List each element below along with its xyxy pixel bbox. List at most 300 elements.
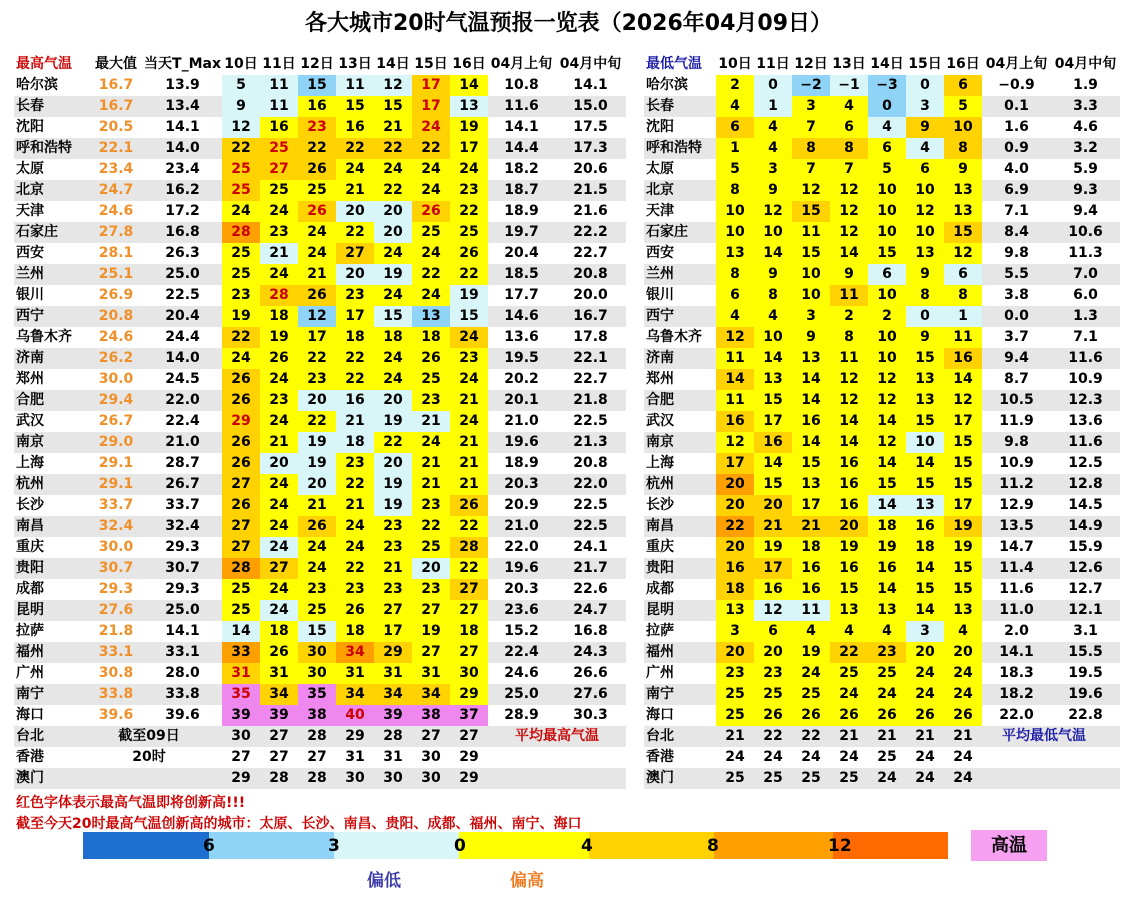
mid-april-avg: 16.8 (573, 623, 608, 639)
forecast-cell: 26 (412, 201, 450, 222)
forecast-cell: 4 (830, 96, 868, 117)
mid-april-avg: 20.8 (573, 455, 608, 471)
forecast-cell: 19 (374, 411, 412, 432)
forecast-cell: 3 (716, 621, 754, 642)
forecast-cell: 30 (231, 728, 251, 744)
forecast-cell: 15 (944, 453, 982, 474)
forecast-cell: 40 (336, 705, 374, 726)
max-value: 26.7 (98, 413, 134, 429)
mid-april-avg: 3.3 (1073, 98, 1098, 114)
forecast-cell: 25 (412, 369, 450, 390)
forecast-cell: 24 (222, 201, 260, 222)
forecast-cell: 10 (754, 222, 792, 243)
early-april-avg: 28.9 (504, 707, 539, 723)
forecast-cell: 0 (754, 75, 792, 96)
city-name: 西宁 (646, 308, 674, 324)
forecast-cell: 20 (716, 642, 754, 663)
forecast-cell: 15 (906, 411, 944, 432)
forecast-cell: 24 (953, 749, 973, 765)
forecast-cell: 4 (944, 621, 982, 642)
today-max: 14.0 (165, 350, 200, 366)
forecast-cell: 26 (222, 369, 260, 390)
column-header: 13日 (832, 56, 866, 72)
mid-april-avg: 21.8 (573, 392, 608, 408)
early-april-avg: 17.7 (504, 287, 539, 303)
forecast-cell: 17 (412, 75, 450, 96)
early-april-avg: 8.4 (1004, 224, 1029, 240)
table-row (14, 705, 626, 726)
mid-april-avg: 26.6 (573, 665, 608, 681)
forecast-cell: 13 (868, 600, 906, 621)
early-april-avg (982, 747, 1051, 768)
today-max: 24.4 (165, 329, 200, 345)
today-max: 24.5 (165, 371, 200, 387)
table-row (644, 222, 1120, 243)
forecast-cell: 15 (868, 474, 906, 495)
mid-april-avg: 19.6 (1068, 686, 1103, 702)
early-april-avg: 24.6 (504, 665, 539, 681)
early-april-avg: 12.9 (999, 497, 1034, 513)
early-april-avg: 4.0 (1004, 161, 1029, 177)
forecast-cell: 21 (374, 117, 412, 138)
early-april-avg: 18.5 (504, 266, 539, 282)
forecast-cell: 27 (421, 728, 441, 744)
forecast-cell: 12 (754, 600, 792, 621)
mid-april-avg: 17.5 (573, 119, 608, 135)
forecast-cell: 13 (412, 306, 450, 327)
early-april-avg: 9.4 (1004, 350, 1029, 366)
forecast-cell: 13 (944, 201, 982, 222)
forecast-cell: 15 (906, 579, 944, 600)
forecast-cell: 31 (336, 663, 374, 684)
mid-april-avg: 20.8 (573, 266, 608, 282)
forecast-cell: 22 (716, 516, 754, 537)
column-header: 14日 (870, 56, 904, 72)
forecast-cell: 24 (915, 770, 935, 786)
forecast-cell: 26 (260, 348, 298, 369)
forecast-cell: 38 (298, 705, 336, 726)
today-max: 20.4 (165, 308, 200, 324)
legend-tick: 6 (203, 836, 215, 856)
forecast-cell: 21 (412, 411, 450, 432)
table-row (14, 453, 626, 474)
mid-april-avg: 15.5 (1068, 644, 1103, 660)
forecast-cell: 8 (944, 138, 982, 159)
early-april-avg: 14.1 (504, 119, 539, 135)
table-row (644, 453, 1120, 474)
forecast-cell: 14 (754, 453, 792, 474)
early-april-avg: 19.5 (504, 350, 539, 366)
forecast-cell: 16 (792, 558, 830, 579)
avg-min-label: 平均最低气温 (1002, 728, 1086, 744)
forecast-cell: 4 (716, 96, 754, 117)
mid-april-avg: 11.6 (1068, 350, 1103, 366)
forecast-cell: 4 (868, 117, 906, 138)
table-row (644, 138, 1120, 159)
table-row (14, 390, 626, 411)
mid-april-avg: 17.3 (573, 140, 608, 156)
forecast-cell: 19 (450, 285, 488, 306)
forecast-cell: 24 (725, 749, 745, 765)
table-row (14, 642, 626, 663)
forecast-cell: 18 (450, 621, 488, 642)
forecast-cell: 23 (298, 117, 336, 138)
forecast-cell: 27 (269, 749, 289, 765)
forecast-cell: 31 (222, 663, 260, 684)
forecast-cell: 23 (374, 516, 412, 537)
forecast-cell: 14 (830, 243, 868, 264)
city-name: 银川 (646, 287, 674, 303)
forecast-cell: 23 (754, 663, 792, 684)
forecast-cell: 22 (830, 642, 868, 663)
forecast-cell: 10 (944, 117, 982, 138)
mid-april-avg: 11.3 (1068, 245, 1103, 261)
forecast-cell: 16 (792, 579, 830, 600)
forecast-cell: 21 (754, 516, 792, 537)
table-row (14, 684, 626, 705)
forecast-cell: 27 (222, 474, 260, 495)
table-row (644, 369, 1120, 390)
forecast-cell: 16 (260, 117, 298, 138)
forecast-cell: 16 (754, 432, 792, 453)
mid-april-avg: 21.5 (573, 182, 608, 198)
forecast-cell: 27 (260, 558, 298, 579)
mid-april-avg (555, 768, 626, 789)
early-april-avg (488, 768, 555, 789)
today-max: 28.0 (165, 665, 200, 681)
table-row (644, 75, 1120, 96)
forecast-cell: 11 (792, 600, 830, 621)
early-april-avg: 13.5 (999, 518, 1034, 534)
forecast-cell: 28 (222, 222, 260, 243)
forecast-cell: 12 (830, 222, 868, 243)
table-row (644, 684, 1120, 705)
early-april-avg: 3.7 (1004, 329, 1029, 345)
forecast-cell: 26 (222, 453, 260, 474)
table-row (14, 600, 626, 621)
forecast-cell: 24 (374, 159, 412, 180)
city-name: 重庆 (646, 539, 674, 555)
city-name: 上海 (16, 455, 44, 471)
forecast-cell: 12 (298, 306, 336, 327)
early-april-avg: 8.7 (1004, 371, 1029, 387)
forecast-cell: 9 (754, 264, 792, 285)
table-row (644, 516, 1120, 537)
table-row (644, 705, 1120, 726)
forecast-cell: 10 (754, 327, 792, 348)
city-name: 成都 (16, 581, 44, 597)
city-name: 银川 (16, 287, 44, 303)
mid-april-avg: 12.7 (1068, 581, 1103, 597)
forecast-cell: 11 (336, 75, 374, 96)
forecast-cell: 18 (336, 432, 374, 453)
early-april-avg: 10.9 (999, 455, 1034, 471)
forecast-cell: 15 (792, 243, 830, 264)
today-max: 14.1 (165, 119, 200, 135)
forecast-cell: 28 (450, 537, 488, 558)
forecast-cell: 14 (868, 579, 906, 600)
forecast-cell: 22 (298, 348, 336, 369)
forecast-cell: 25 (222, 159, 260, 180)
forecast-cell: 28 (260, 285, 298, 306)
table-row (14, 264, 626, 285)
forecast-cell: 25 (725, 770, 745, 786)
table-row (644, 663, 1120, 684)
city-name: 济南 (646, 350, 674, 366)
column-header: 11日 (756, 56, 790, 72)
forecast-cell: 15 (792, 201, 830, 222)
forecast-cell: 6 (868, 138, 906, 159)
early-april-avg: 18.2 (504, 161, 539, 177)
max-value: 33.1 (98, 644, 134, 660)
city-name: 西安 (16, 245, 44, 261)
forecast-cell: 31 (412, 663, 450, 684)
table-row (644, 243, 1120, 264)
forecast-cell: 26 (298, 201, 336, 222)
forecast-cell: 13 (716, 600, 754, 621)
forecast-cell: 24 (374, 285, 412, 306)
forecast-cell: 8 (830, 327, 868, 348)
forecast-cell: 24 (336, 537, 374, 558)
column-header: 15日 (414, 56, 448, 72)
forecast-cell: 34 (260, 684, 298, 705)
table-row (14, 348, 626, 369)
city-name: 天津 (16, 203, 44, 219)
early-april-avg: 21.0 (504, 518, 539, 534)
early-april-avg: 19.6 (504, 560, 539, 576)
max-value: 26.2 (98, 350, 134, 366)
legend-low-label: 偏低 (367, 871, 401, 891)
city-name: 长沙 (646, 497, 674, 513)
city-name: 西宁 (16, 308, 44, 324)
forecast-cell: 7 (830, 159, 868, 180)
forecast-cell: 25 (801, 770, 821, 786)
forecast-cell: 31 (383, 749, 403, 765)
max-value: 截至09日 (118, 728, 180, 744)
forecast-cell: 15 (298, 621, 336, 642)
forecast-cell: 16 (906, 516, 944, 537)
early-april-avg: 10.5 (999, 392, 1034, 408)
mid-april-avg: 4.6 (1073, 119, 1098, 135)
max-value: 27.6 (98, 602, 134, 618)
table-row (644, 201, 1120, 222)
forecast-cell: 24 (792, 663, 830, 684)
city-name: 济南 (16, 350, 44, 366)
forecast-cell: 12 (830, 180, 868, 201)
forecast-cell: 16 (754, 579, 792, 600)
early-april-avg: 20.1 (504, 392, 539, 408)
mid-april-avg: 24.3 (573, 644, 608, 660)
forecast-cell: 2 (868, 306, 906, 327)
forecast-cell: 28 (269, 770, 289, 786)
forecast-cell: 12 (868, 369, 906, 390)
forecast-cell: 13 (450, 96, 488, 117)
table-row (14, 558, 626, 579)
forecast-cell: 25 (792, 684, 830, 705)
city-name: 太原 (16, 161, 44, 177)
table-row (14, 369, 626, 390)
forecast-cell: 39 (222, 705, 260, 726)
forecast-cell: 22 (412, 138, 450, 159)
early-april-avg: 25.0 (504, 686, 539, 702)
forecast-cell: 4 (754, 306, 792, 327)
forecast-cell: 19 (944, 516, 982, 537)
forecast-cell: 21 (374, 558, 412, 579)
today-max: 25.0 (165, 266, 200, 282)
forecast-cell: 27 (450, 600, 488, 621)
forecast-cell: 9 (906, 264, 944, 285)
forecast-cell: 10 (906, 432, 944, 453)
column-header: 当天T_Max (144, 56, 221, 72)
table-row (14, 537, 626, 558)
today-max: 16.2 (165, 182, 200, 198)
forecast-cell: 26 (868, 705, 906, 726)
early-april-avg: −0.9 (998, 77, 1035, 93)
forecast-cell: 8 (830, 138, 868, 159)
early-april-avg (488, 747, 555, 768)
forecast-cell: 26 (830, 705, 868, 726)
mid-april-avg: 3.2 (1073, 140, 1098, 156)
forecast-cell: 11 (716, 390, 754, 411)
forecast-cell: 22 (336, 474, 374, 495)
forecast-cell: 24 (830, 684, 868, 705)
forecast-cell: 23 (298, 369, 336, 390)
forecast-cell: 14 (754, 243, 792, 264)
early-april-avg: 5.5 (1004, 266, 1029, 282)
forecast-cell: 11 (830, 285, 868, 306)
mid-april-avg: 12.8 (1068, 476, 1103, 492)
forecast-cell: 12 (906, 201, 944, 222)
forecast-cell: 20 (830, 516, 868, 537)
mid-april-avg: 7.1 (1073, 329, 1098, 345)
max-value: 33.7 (98, 497, 134, 513)
forecast-cell: 25 (222, 264, 260, 285)
forecast-cell: 38 (412, 705, 450, 726)
legend-tick: 3 (328, 836, 340, 856)
forecast-cell: 22 (412, 516, 450, 537)
early-april-avg: 7.1 (1004, 203, 1029, 219)
forecast-cell: 18 (260, 621, 298, 642)
forecast-cell: 21 (412, 474, 450, 495)
forecast-cell: 20 (944, 642, 982, 663)
forecast-cell: −3 (868, 75, 906, 96)
mid-april-avg: 22.2 (573, 224, 608, 240)
forecast-cell: 20 (298, 474, 336, 495)
city-name: 拉萨 (646, 623, 674, 639)
column-header: 11日 (262, 56, 296, 72)
table-row (14, 747, 626, 768)
city-name: 澳门 (646, 770, 674, 786)
forecast-cell: 22 (336, 348, 374, 369)
early-april-avg: 19.6 (504, 434, 539, 450)
today-max: 14.0 (165, 140, 200, 156)
forecast-cell: 25 (260, 138, 298, 159)
column-header: 最低气温 (646, 56, 702, 72)
forecast-cell: 10 (868, 222, 906, 243)
forecast-cell: 24 (906, 663, 944, 684)
forecast-cell: 15 (906, 474, 944, 495)
forecast-cell: 14 (944, 369, 982, 390)
forecast-cell: 24 (412, 432, 450, 453)
forecast-cell: 24 (298, 222, 336, 243)
table-row (644, 579, 1120, 600)
forecast-cell: 22 (336, 369, 374, 390)
forecast-cell: 21 (915, 728, 935, 744)
column-header: 04月上旬 (985, 56, 1048, 72)
forecast-cell: 34 (412, 684, 450, 705)
forecast-cell: 21 (450, 432, 488, 453)
forecast-cell: 22 (450, 201, 488, 222)
forecast-cell: 4 (792, 621, 830, 642)
table-row (644, 390, 1120, 411)
forecast-cell: 20 (412, 558, 450, 579)
max-value: 24.6 (98, 203, 134, 219)
city-name: 澳门 (16, 770, 44, 786)
forecast-cell: 17 (792, 495, 830, 516)
forecast-cell: 22 (374, 432, 412, 453)
mid-april-avg: 11.6 (1068, 434, 1103, 450)
city-name: 广州 (16, 665, 44, 681)
city-name: 香港 (646, 749, 674, 765)
forecast-cell: 37 (450, 705, 488, 726)
forecast-cell: 27 (260, 159, 298, 180)
forecast-cell: 24 (260, 600, 298, 621)
today-max: 16.8 (165, 224, 200, 240)
today-max: 22.0 (165, 392, 200, 408)
forecast-cell: 2 (830, 306, 868, 327)
forecast-cell: 24 (260, 201, 298, 222)
city-name: 西安 (646, 245, 674, 261)
forecast-cell: 15 (906, 348, 944, 369)
city-name: 南宁 (16, 686, 44, 702)
forecast-cell: 22 (450, 516, 488, 537)
table-row (14, 222, 626, 243)
forecast-cell: 27 (336, 243, 374, 264)
forecast-cell: 4 (906, 138, 944, 159)
forecast-cell: 24 (260, 411, 298, 432)
table-row (644, 432, 1120, 453)
mid-april-avg: 19.5 (1068, 665, 1103, 681)
mid-april-avg: 1.3 (1073, 308, 1098, 324)
forecast-cell: 10 (868, 327, 906, 348)
max-value: 30.0 (98, 539, 134, 555)
early-april-avg: 0.0 (1004, 308, 1029, 324)
forecast-cell: 23 (868, 642, 906, 663)
today-max: 32.4 (165, 518, 200, 534)
city-name: 太原 (646, 161, 674, 177)
forecast-cell: 24 (260, 264, 298, 285)
forecast-cell: 19 (944, 537, 982, 558)
max-value: 26.9 (98, 287, 134, 303)
column-header: 04月上旬 (490, 56, 553, 72)
forecast-cell: 19 (298, 432, 336, 453)
legend-high-label: 偏高 (510, 871, 544, 891)
forecast-cell: 29 (459, 770, 479, 786)
forecast-cell: 5 (944, 96, 982, 117)
max-value: 27.8 (98, 224, 134, 240)
forecast-cell: 20 (374, 453, 412, 474)
table-row (14, 180, 626, 201)
forecast-cell: 29 (345, 728, 365, 744)
city-name: 长沙 (16, 497, 44, 513)
forecast-cell: −1 (830, 75, 868, 96)
forecast-cell: 0 (868, 96, 906, 117)
forecast-cell: 24 (298, 243, 336, 264)
early-april-avg: 18.2 (999, 686, 1034, 702)
forecast-cell: 2 (716, 75, 754, 96)
forecast-cell: 14 (450, 75, 488, 96)
table-row (14, 75, 626, 96)
